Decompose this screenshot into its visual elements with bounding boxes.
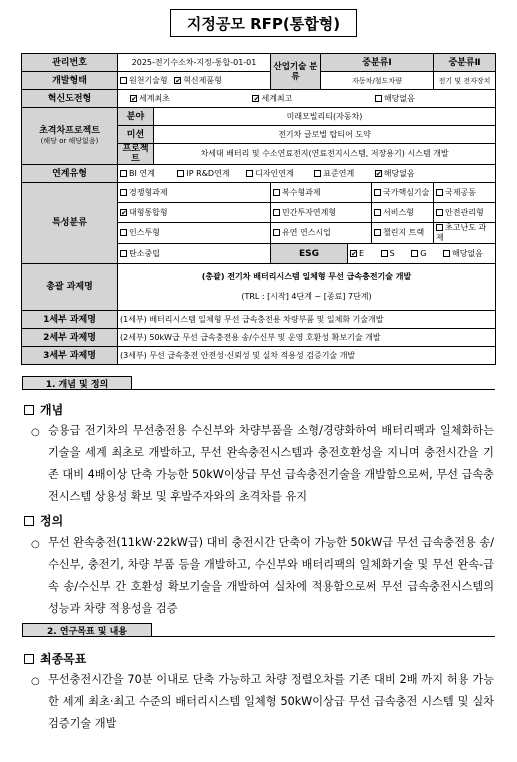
dev-option[interactable]: ✔ 혁신제품형 bbox=[175, 75, 222, 85]
checkbox-icon bbox=[177, 170, 184, 177]
checkbox-icon bbox=[375, 95, 382, 102]
checkbox-icon bbox=[273, 229, 280, 236]
subtask-value: (2세부) 50kW급 무선 급속충전용 송/수신부 및 운영 호환성 확보기술 개발 bbox=[118, 329, 496, 347]
total-task-name: (총괄) 전기차 배터리시스템 일체형 무선 급속충전기술 개발 bbox=[201, 272, 412, 281]
feature-cell[interactable]: 챌린지 트랙 bbox=[372, 223, 434, 244]
project-value: 차세대 배터리 및 수소연료전지(연료전지시스템, 저장용기) 시스템 개발 bbox=[154, 144, 496, 165]
checkbox-icon bbox=[120, 250, 127, 257]
link-option[interactable]: 표준연계 bbox=[314, 169, 354, 179]
definition-text: 무선 완속충전(11kW·22kW급) 대비 충전시간 단축이 가능한 50kW급 무선 급속충전용 송/수신부, 충전기, 차량 부품 등을 개발하고, 수신부와 배터리팩의 일체화기술 및 무선 완속-급속 송/수신부 간 호환성 확보기술을 개발하여 실차에 적용함으로써 무선 급속충전시스템의 성능과 차량 적용성을 검증 bbox=[48, 536, 494, 615]
feature-cell[interactable]: 민간투자연계형 bbox=[271, 203, 372, 223]
circle-bullet-icon: ○ bbox=[31, 676, 40, 687]
link-option[interactable]: BI 연계 bbox=[120, 169, 155, 179]
checkbox-icon bbox=[374, 229, 381, 236]
esg-label: ESG bbox=[271, 244, 348, 264]
link-option[interactable]: IP R&D연계 bbox=[177, 169, 229, 179]
checkbox-icon bbox=[436, 189, 443, 196]
checkbox-icon bbox=[273, 189, 280, 196]
checkbox-icon bbox=[411, 250, 418, 257]
innovation-label: 혁신도전형 bbox=[22, 90, 118, 108]
link-type-label: 연계유형 bbox=[22, 165, 118, 183]
link-type-options bbox=[118, 165, 496, 183]
checkbox-icon: ✔ bbox=[253, 94, 260, 103]
checkbox-icon: ✔ bbox=[121, 208, 127, 217]
mission-label: 미션 bbox=[118, 126, 154, 144]
checkbox-icon bbox=[314, 170, 321, 177]
feature-cell[interactable]: 국제공동 bbox=[434, 183, 496, 203]
subtask-value: (3세부) 무선 급속충전 안전성·신뢰성 및 실차 적용성 검증기술 개발 bbox=[118, 347, 496, 365]
total-task-value bbox=[118, 264, 496, 311]
section-divider bbox=[22, 389, 495, 390]
esg-option[interactable]: ✔ E bbox=[351, 248, 365, 258]
concept-heading: 개념 bbox=[24, 401, 63, 418]
subtask-label: 3세부 과제명 bbox=[22, 347, 118, 365]
definition-heading: 정의 bbox=[24, 512, 63, 529]
field-value: 미래모빌리티(자동차) bbox=[154, 108, 496, 126]
mgmt-no-label: 관리번호 bbox=[22, 54, 118, 72]
project-label: 프로젝트 bbox=[118, 144, 154, 165]
checkbox-icon bbox=[436, 224, 443, 231]
square-bullet-icon bbox=[24, 405, 34, 415]
checkbox-icon: ✔ bbox=[175, 76, 182, 85]
checkbox-icon bbox=[381, 250, 388, 257]
checkbox-icon: ✔ bbox=[131, 94, 137, 103]
innovation-options bbox=[118, 90, 496, 108]
checkbox-icon bbox=[120, 77, 127, 84]
checkbox-icon bbox=[120, 229, 127, 236]
field-label: 분야 bbox=[118, 108, 154, 126]
feature-cell[interactable]: 인스투형 bbox=[118, 223, 271, 244]
section2-title: 2. 연구목표 및 내용 bbox=[22, 623, 152, 637]
checkbox-icon bbox=[246, 170, 253, 177]
feature-cell[interactable]: 복수형과제 bbox=[271, 183, 372, 203]
mid-class2-label: 중분류Ⅱ bbox=[434, 54, 496, 72]
feature-cell[interactable]: 안전관리형 bbox=[434, 203, 496, 223]
square-bullet-icon bbox=[24, 516, 34, 526]
checkbox-icon bbox=[120, 170, 127, 177]
feature-cell[interactable]: 초고난도 과제 bbox=[434, 223, 496, 244]
checkbox-icon bbox=[374, 209, 381, 216]
circle-bullet-icon: ○ bbox=[31, 539, 40, 550]
feature-cell[interactable]: 유연 연스시업 bbox=[271, 223, 372, 244]
link-option[interactable]: ✔ 해당없음 bbox=[375, 168, 415, 178]
mission-value: 전기차 글로벌 탑티어 도약 bbox=[154, 126, 496, 144]
concept-text: 승용급 전기차의 무선충전용 수신부와 차량부품을 소형/경량화하여 배터리팩과 일체화하는 기술을 세계 최초로 개발하고, 무선 완속충전시스템과 충전호환성을 지니며 충전시간을 기존 대비 4배이상 단축 가능한 50kW이상급 무선 급속충전기술을 개발함으로써, 무선 급속충전시스템 상용성 확보 및 후발주자와의 초격차를 유지 bbox=[48, 424, 494, 503]
page-title: 지정공모 RFP(통합형) bbox=[170, 9, 357, 37]
feature-cell[interactable]: 서비스형 bbox=[372, 203, 434, 223]
mid-class1-label: 중분류Ⅰ bbox=[321, 54, 434, 72]
innovation-option[interactable]: ✔ 세계최고 bbox=[253, 93, 293, 103]
innovation-option[interactable]: ✔ 세계최초 bbox=[131, 93, 170, 103]
esg-options bbox=[348, 244, 496, 264]
total-task-label: 총괄 과제명 bbox=[22, 264, 118, 311]
esg-option[interactable]: 해당없음 bbox=[443, 249, 483, 259]
dev-type-label: 개발형태 bbox=[22, 72, 118, 90]
section-divider bbox=[22, 636, 495, 637]
subtask-value: (1세부) 배터리시스템 일체형 무선 급속충전용 차량부품 및 일체화 기술개발 bbox=[118, 311, 496, 329]
mid-class1-value: 자동차/철도차량 bbox=[321, 72, 434, 90]
link-option[interactable]: 디자인연계 bbox=[246, 169, 294, 179]
subtask-label: 1세부 과제명 bbox=[22, 311, 118, 329]
ultra-gap-label: 초격차프로젝트 (해당 or 해당없음) bbox=[22, 108, 118, 165]
checkbox-icon bbox=[436, 209, 443, 216]
subtask-label: 2세부 과제명 bbox=[22, 329, 118, 347]
square-bullet-icon bbox=[24, 654, 34, 664]
goal-heading: 최종목표 bbox=[24, 650, 86, 667]
rfp-info-table bbox=[21, 53, 496, 365]
mid-class2-value: 전기 및 전자장치 bbox=[434, 72, 496, 90]
goal-text: 무선충전시간을 70분 이내로 단축 가능하고 차량 정렬오차를 기존 대비 2배 까지 허용 가능한 세계 최초·최고 수준의 배터리시스템 일체형 50kW이상급 무선 급속충전 시스템 및 실차 검증기술 개발 bbox=[48, 673, 494, 730]
dev-type-options bbox=[118, 72, 271, 90]
checkbox-icon bbox=[273, 209, 280, 216]
feature-cell[interactable]: ✔ 대형통합형 bbox=[118, 203, 271, 223]
feature-class-label: 특성분류 bbox=[22, 183, 118, 264]
industry-class-label: 산업기술 분류 bbox=[271, 54, 321, 90]
section1-title: 1. 개념 및 정의 bbox=[22, 376, 132, 390]
checkbox-icon: ✔ bbox=[351, 249, 357, 258]
mgmt-no-value: 2025-전기수소차-지정-통합-01-01 bbox=[118, 54, 271, 72]
esg-option[interactable]: S bbox=[381, 249, 395, 259]
checkbox-icon: ✔ bbox=[375, 169, 382, 178]
esg-option[interactable]: G bbox=[411, 249, 426, 259]
checkbox-icon bbox=[374, 189, 381, 196]
dev-option[interactable]: 원천기술형 bbox=[120, 76, 168, 86]
trl-range: (TRL : [시작] 4단계 ~ [종료] 7단계) bbox=[241, 292, 372, 301]
circle-bullet-icon: ○ bbox=[31, 427, 40, 438]
innovation-option[interactable]: 해당없음 bbox=[375, 94, 415, 104]
checkbox-icon bbox=[120, 189, 127, 196]
feature-cell[interactable]: 탄소중립 bbox=[118, 244, 271, 264]
feature-cell[interactable]: 경쟁형과제 bbox=[118, 183, 271, 203]
checkbox-icon bbox=[443, 250, 450, 257]
feature-cell[interactable]: 국가핵심기술 bbox=[372, 183, 434, 203]
